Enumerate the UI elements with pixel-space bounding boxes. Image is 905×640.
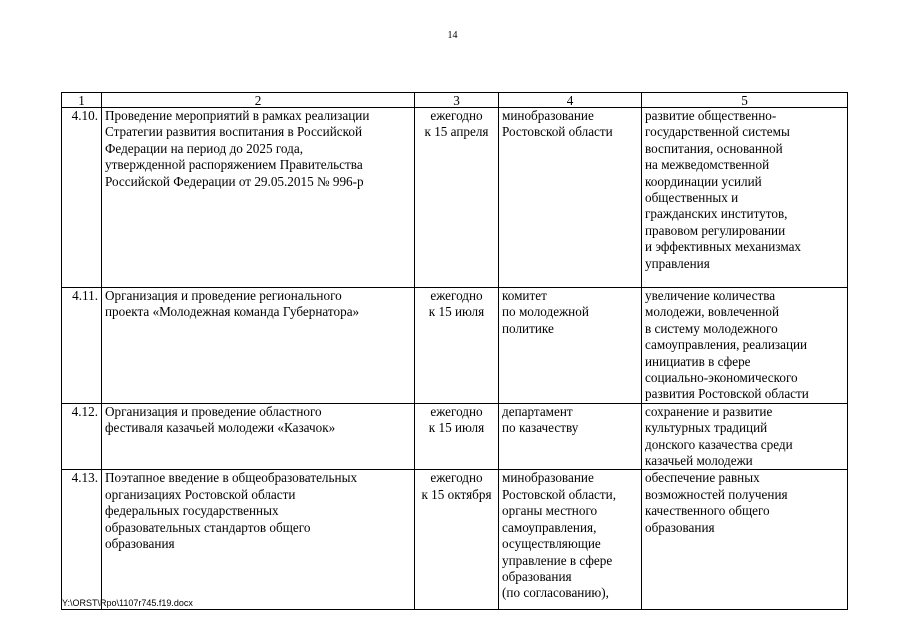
term-line: ежегодно: [430, 288, 483, 303]
page-number: 14: [447, 30, 458, 41]
result-line: развитие общественно-: [645, 108, 777, 123]
activity-line: организациях Ростовской области: [105, 486, 296, 502]
result-line: социально-экономического: [645, 370, 798, 386]
activity-line: Поэтапное введение в общеобразовательных: [105, 470, 358, 486]
result-line: донского казачества среди: [645, 436, 793, 452]
term-cell: [415, 288, 499, 404]
executor-line: департамент: [502, 403, 573, 419]
term-cell: [415, 108, 499, 288]
activity-line: проекта «Молодежная команда Губернатора»: [105, 304, 360, 320]
executor-line: осуществляющие: [502, 536, 601, 552]
file-path-footer: Y:\ORST\Rpo\1107r745.f19.docx: [62, 598, 193, 608]
executor-line: образования: [502, 568, 572, 584]
row-number: 4.13.: [62, 470, 102, 610]
result-line: гражданских институтов,: [645, 206, 788, 222]
executor-line: по молодежной: [502, 304, 589, 320]
term-line: к 15 июля: [428, 420, 485, 436]
executor-line: минобразование: [502, 108, 594, 123]
executor-line: комитет: [502, 288, 547, 303]
result-line: воспитания, основанной: [645, 140, 783, 156]
term-line: к 15 апреля: [424, 124, 489, 140]
table-header-row: [62, 93, 848, 108]
measures-table: [61, 92, 848, 610]
term-line: ежегодно: [430, 403, 483, 419]
row-number: 4.12.: [62, 403, 102, 470]
term-line: к 15 июля: [428, 304, 485, 320]
result-line: государственной системы: [645, 124, 790, 140]
table-row: [62, 288, 848, 404]
activity-line: утвержденной распоряжением Правительства: [105, 157, 363, 173]
activity-line: фестиваля казачьей молодежи «Казачок»: [105, 420, 336, 436]
executor-line: политике: [502, 320, 554, 336]
result-line: инициатив в сфере: [645, 353, 751, 369]
activity-cell: [102, 403, 415, 470]
result-line: общественных и: [645, 190, 739, 206]
row-number: 4.11.: [62, 288, 102, 404]
activity-line: Федерации на период до 2025 года,: [105, 140, 303, 156]
activity-line: федеральных государственных: [105, 503, 279, 519]
executor-line: органы местного: [502, 503, 598, 519]
activity-line: Проведение мероприятий в рамках реализации: [105, 108, 370, 123]
column-header: 4: [499, 93, 642, 108]
term-line: ежегодно: [430, 108, 483, 123]
result-line: развития Ростовской области: [645, 386, 809, 402]
term-line: ежегодно: [430, 470, 483, 486]
activity-cell: [102, 470, 415, 610]
activity-line: образовательных стандартов общего: [105, 519, 311, 535]
executor-line: управление в сфере: [502, 552, 613, 568]
result-line: правовом регулировании: [645, 222, 786, 238]
activity-line: Организация и проведение областного: [105, 403, 322, 419]
term-cell: [415, 403, 499, 470]
result-line: управления: [645, 255, 710, 271]
executor-cell: [499, 108, 642, 288]
executor-line: (по согласованию),: [502, 585, 609, 601]
result-line: молодежи, вовлеченной: [645, 304, 780, 320]
column-header: 5: [642, 93, 848, 108]
activity-line: Организация и проведение регионального: [105, 288, 342, 303]
result-line: возможностей получения: [645, 486, 788, 502]
table-row: [62, 470, 848, 610]
result-cell: [642, 470, 848, 610]
result-line: качественного общего: [645, 503, 770, 519]
executor-line: Ростовской области: [502, 124, 613, 140]
executor-cell: [499, 470, 642, 610]
result-cell: [642, 403, 848, 470]
activity-line: Стратегии развития воспитания в Российской: [105, 124, 363, 140]
result-line: увеличение количества: [645, 288, 776, 303]
result-cell: [642, 108, 848, 288]
executor-line: Ростовской области,: [502, 486, 617, 502]
activity-cell: [102, 108, 415, 288]
result-line: обеспечение равных: [645, 470, 760, 486]
result-line: образования: [645, 519, 715, 535]
activity-line: Российской Федерации от 29.05.2015 № 996-р: [105, 173, 364, 189]
result-line: и эффективных механизмах: [645, 239, 802, 255]
result-line: на межведомственной: [645, 157, 770, 173]
executor-line: по казачеству: [502, 420, 579, 436]
table-row: [62, 403, 848, 470]
result-line: самоуправления, реализации: [645, 337, 808, 353]
result-cell: [642, 288, 848, 404]
executor-line: самоуправления,: [502, 519, 597, 535]
executor-line: минобразование: [502, 470, 594, 486]
table-row: [62, 108, 848, 288]
column-header: 3: [415, 93, 499, 108]
result-line: сохранение и развитие: [645, 403, 773, 419]
result-line: казачьей молодежи: [645, 453, 753, 469]
term-cell: [415, 470, 499, 610]
row-number: 4.10.: [62, 108, 102, 288]
column-header: 1: [62, 93, 102, 108]
column-header: 2: [102, 93, 415, 108]
activity-cell: [102, 288, 415, 404]
result-line: в систему молодежного: [645, 320, 778, 336]
executor-cell: [499, 288, 642, 404]
result-line: культурных традиций: [645, 420, 768, 436]
term-line: к 15 октября: [421, 486, 492, 502]
executor-cell: [499, 403, 642, 470]
result-line: координации усилий: [645, 173, 762, 189]
activity-line: образования: [105, 536, 175, 552]
